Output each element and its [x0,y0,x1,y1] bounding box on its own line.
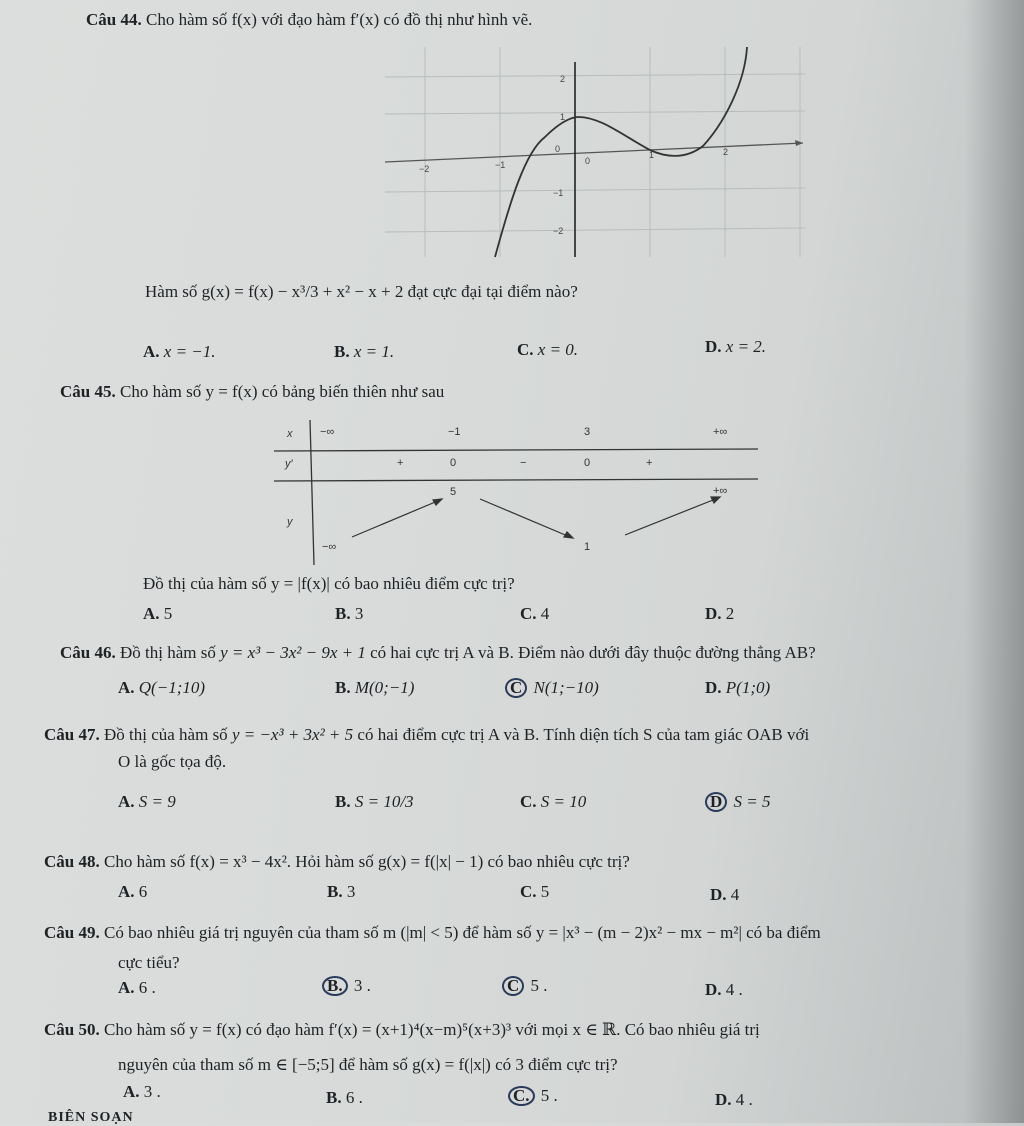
question-label: Câu 48. [44,852,100,871]
option-value: Q(−1;10) [138,678,206,697]
option-value: 4 [540,604,550,623]
q44-option-c[interactable] [517,340,578,360]
option-key: D. [705,604,722,623]
q48-option-d[interactable] [710,885,739,905]
var-table-yprime-label: y′ [285,458,293,470]
q48-option-b[interactable] [327,882,355,902]
option-value: 6 [138,882,148,901]
svg-text:0: 0 [450,457,457,469]
option-value: 4 [730,885,740,904]
option-value: M(0;−1) [354,678,415,697]
question-47-stem-line2 [118,752,226,772]
option-value: 5 . [540,1086,558,1105]
question-text: Cho hàm số y = f(x) có đạo hàm f′(x) = (x+1)⁴(x−m)⁵(x+3)³ với mọi x ∈ ℝ. Có bao nhiêu giá trị [103,1020,760,1039]
svg-text:−∞: −∞ [322,541,337,553]
svg-text:−: − [520,457,527,469]
option-value: x = 0. [537,340,579,359]
option-key-circled: B. [322,976,348,996]
option-value: 3 [354,604,364,623]
svg-text:1: 1 [649,150,655,160]
svg-text:3: 3 [584,426,591,438]
option-key: B. [335,678,351,697]
page-edge-shadow [964,0,1024,1123]
option-key: A. [143,342,160,361]
question-label: Câu 44. [86,10,142,29]
question-text: có hai cực trị A và B. Điểm nào dưới đây thuộc đường thẳng AB? [370,643,816,662]
question-label: Câu 45. [60,382,116,401]
option-key: C. [520,882,537,901]
q46-option-b[interactable] [335,678,414,698]
q46-option-d[interactable] [705,678,770,698]
question-text: Có bao nhiêu giá trị nguyên của tham số m (|m| < 5) để hàm số y = |x³ − (m − 2)x² − mx − m²| có ba điểm [103,923,821,942]
option-value: S = 10/3 [354,792,414,811]
formula: y = −x³ + 3x² + 5 [231,725,354,744]
svg-text:−2: −2 [419,164,430,174]
option-value: 5 [540,882,550,901]
option-key: D. [705,980,722,999]
option-value: 3 [346,882,356,901]
question-text: Cho hàm số f(x) = x³ − 4x². Hỏi hàm số g(x) = f(|x| − 1) có bao nhiêu cực trị? [103,852,630,871]
q49-option-d[interactable] [705,980,743,1000]
option-key: D. [705,337,722,356]
option-value: x = 1. [353,342,395,361]
question-text: Đồ thị hàm số [119,643,216,662]
svg-text:5: 5 [450,486,457,498]
question-48-stem [44,852,630,872]
q46-option-c[interactable] [505,678,599,698]
option-key: B. [326,1088,342,1107]
svg-text:−1: −1 [495,160,506,170]
svg-text:−2: −2 [553,226,564,236]
question-45-stem [60,382,444,402]
svg-text:−1: −1 [448,426,461,438]
option-key: A. [118,792,135,811]
q48-option-a[interactable] [118,882,147,902]
q45-option-d[interactable] [705,604,734,624]
option-value: 4 . [725,980,743,999]
option-key-circled: C [502,976,524,996]
option-key: A. [118,678,135,697]
svg-text:+∞: +∞ [713,485,728,497]
svg-text:2: 2 [723,147,729,157]
option-value: 3 . [143,1082,161,1101]
question-50-stem [44,1020,760,1040]
option-key: D. [705,678,722,697]
q44-option-b[interactable] [334,342,394,362]
option-value: S = 10 [540,792,587,811]
option-value: P(1;0) [725,678,771,697]
derivative-graph [385,42,810,260]
option-key-circled: C [505,678,527,698]
question-label: Câu 49. [44,923,100,942]
question-text: O là gốc tọa độ. [118,752,227,771]
question-44-stem [86,10,532,30]
q44-option-d[interactable] [705,337,766,357]
svg-text:+: + [646,457,653,469]
footer-fragment: BIÊN SOẠN [48,1110,134,1125]
option-value: x = −1. [163,342,216,361]
q45-option-c[interactable] [520,604,549,624]
option-value: 5 . [530,976,548,995]
option-key: D. [710,885,727,904]
svg-text:1: 1 [584,541,591,553]
option-key: C. [520,792,537,811]
q49-option-a[interactable] [118,978,156,998]
option-key: B. [335,792,351,811]
svg-text:1: 1 [560,112,566,122]
question-text: nguyên của tham số m ∈ [−5;5] để hàm số g(x) = f(|x|) có 3 điểm cực trị? [118,1055,618,1074]
svg-text:−1: −1 [553,188,564,198]
option-key-circled: D [705,792,727,812]
option-key: C. [520,604,537,623]
q45-option-a[interactable] [143,604,172,624]
option-value: N(1;−10) [533,678,599,697]
question-text: cực tiểu? [118,953,180,972]
question-label: Câu 47. [44,725,100,744]
question-50-stem-line2 [118,1055,618,1075]
q50-option-a[interactable] [123,1082,161,1102]
question-label: Câu 50. [44,1020,100,1039]
option-value: 5 [163,604,173,623]
option-key: B. [327,882,343,901]
option-key: A. [118,882,135,901]
q49-option-b[interactable] [322,976,371,996]
question-text: Đồ thị của hàm số y = |f(x)| có bao nhiêu điểm cực trị? [143,574,515,593]
option-value: 2 [725,604,735,623]
var-table-x-label: x [287,428,293,440]
q49-option-c[interactable] [502,976,548,996]
q48-option-c[interactable] [520,882,549,902]
question-49-stem-line2 [118,953,180,973]
question-text: Hàm số g(x) = f(x) − x³/3 + x² − x + 2 đạt cực đại tại điểm nào? [145,282,578,301]
question-label: Câu 46. [60,643,116,662]
option-key: A. [143,604,160,623]
option-key: D. [715,1090,732,1109]
svg-text:2: 2 [560,74,566,84]
option-key: B. [334,342,350,361]
q50-option-c[interactable] [508,1086,558,1106]
q47-option-d[interactable] [705,792,771,812]
question-49-stem [44,923,821,943]
question-45-sub [143,574,515,594]
option-value: 3 . [353,976,371,995]
svg-text:0: 0 [585,156,591,166]
q47-option-b[interactable] [335,792,414,812]
svg-text:0: 0 [555,144,561,154]
option-value: 6 . [345,1088,363,1107]
variation-table [270,415,760,565]
option-value: S = 5 [733,792,771,811]
option-value: S = 9 [138,792,176,811]
formula: y = x³ − 3x² − 9x + 1 [220,643,366,662]
option-value: 6 . [138,978,156,997]
option-key: A. [123,1082,140,1101]
svg-text:+: + [397,457,404,469]
question-46-stem [60,643,816,663]
q45-option-b[interactable] [335,604,363,624]
option-key-circled: C. [508,1086,535,1106]
question-text: Cho hàm số f(x) với đạo hàm f′(x) có đồ thị như hình vẽ. [145,10,533,29]
question-47-stem [44,725,809,745]
var-table-y-label: y [287,516,293,528]
question-text: có hai điểm cực trị A và B. Tính diện tích S của tam giác OAB với [357,725,810,744]
q47-option-a[interactable] [118,792,176,812]
option-key: C. [517,340,534,359]
option-key: B. [335,604,351,623]
option-key: A. [118,978,135,997]
option-value: 4 . [735,1090,753,1109]
svg-text:−∞: −∞ [320,426,335,438]
q46-option-a[interactable] [118,678,205,698]
question-text: Đồ thị của hàm số [103,725,228,744]
q47-option-c[interactable] [520,792,586,812]
question-44-sub [145,282,578,302]
q50-option-d[interactable] [715,1090,753,1110]
option-value: x = 2. [725,337,767,356]
q50-option-b[interactable] [326,1088,363,1108]
svg-text:0: 0 [584,457,591,469]
svg-text:+∞: +∞ [713,426,728,438]
question-text: Cho hàm số y = f(x) có bảng biến thiên như sau [119,382,445,401]
q44-option-a[interactable] [143,342,216,362]
